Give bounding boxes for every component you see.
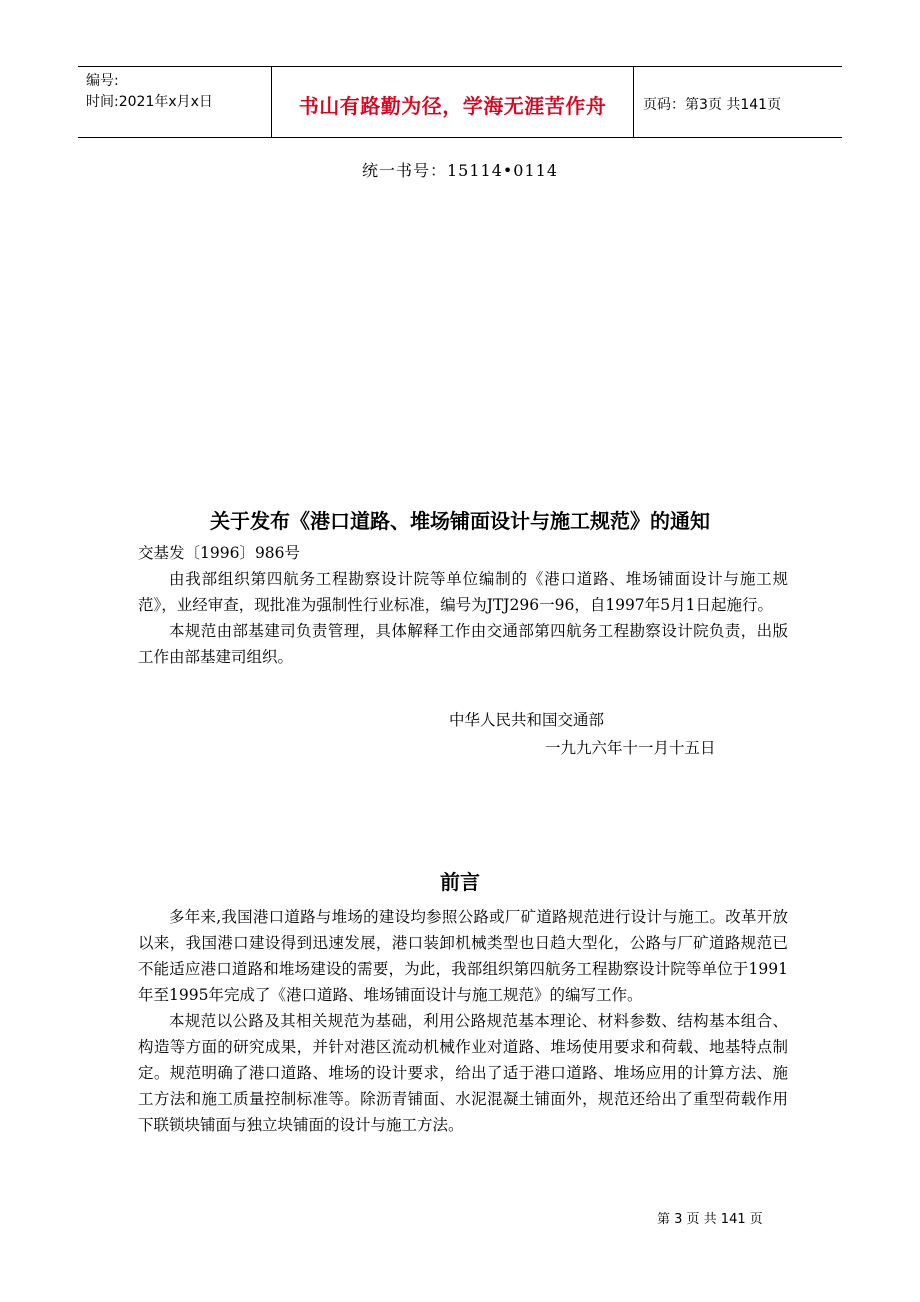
- notice-paragraph: 本规范由部基建司负责管理，具体解释工作由交通部第四航务工程勘察设计院负责，出版工作由部基建司组织。: [138, 622, 788, 666]
- header-page-info: 页码：第3页 共141页: [643, 97, 782, 113]
- header-motto: 书山有路勤为径，学海无涯苦作舟: [298, 94, 607, 118]
- preface-body: [138, 904, 788, 1138]
- notice-doc-number: 交基发〔1996〕986号: [138, 544, 301, 562]
- unified-book-number: 统一书号：15114•0114: [361, 161, 559, 180]
- serial-label: 编号:: [86, 73, 119, 89]
- header-divider: [633, 67, 634, 137]
- notice-paragraph: 由我部组织第四航务工程勘察设计院等单位编制的《港口道路、堆场铺面设计与施工规范》，业经审查，现批准为强制性行业标准，编号为JTJ296一96，自1997年5月1日起施行。: [138, 570, 788, 614]
- page-header: [78, 66, 842, 138]
- header-meta: [86, 71, 213, 113]
- notice-title: 关于发布《港口道路、堆场铺面设计与施工规范》的通知: [210, 509, 710, 533]
- notice-signer: 中华人民共和国交通部: [449, 711, 605, 729]
- notice-body: [138, 540, 788, 670]
- page-footer: 第 3 页 共 141 页: [657, 1212, 763, 1227]
- preface-paragraph: 本规范以公路及其相关规范为基础，利用公路规范基本理论、材料参数、结构基本组合、构造等方面的研究成果，并针对港区流动机械作业对道路、堆场使用要求和荷载、地基特点制定。规范明确了港口道路、堆场的设计要求，给出了适于港口道路、堆场应用的计算方法、施工方法和施工质量控制标准等。除沥青铺面、水泥混凝土铺面外，规范还给出了重型荷载作用下联锁块铺面与独立块铺面的设计与施工方法。: [138, 1012, 788, 1134]
- preface-paragraph: 多年来,我国港口道路与堆场的建设均参照公路或厂矿道路规范进行设计与施工。改革开放以来，我国港口建设得到迅速发展，港口装卸机械类型也日趋大型化，公路与厂矿道路规范已不能适应港口道路和堆场建设的需要，为此，我部组织第四航务工程勘察设计院等单位于1991年至1995年完成了《港口道路、堆场铺面设计与施工规范》的编写工作。: [138, 908, 788, 1004]
- preface-title: 前言: [440, 870, 480, 894]
- notice-date: 一九九六年十一月十五日: [545, 739, 716, 757]
- time-label: 时间:2021年x月x日: [86, 94, 213, 110]
